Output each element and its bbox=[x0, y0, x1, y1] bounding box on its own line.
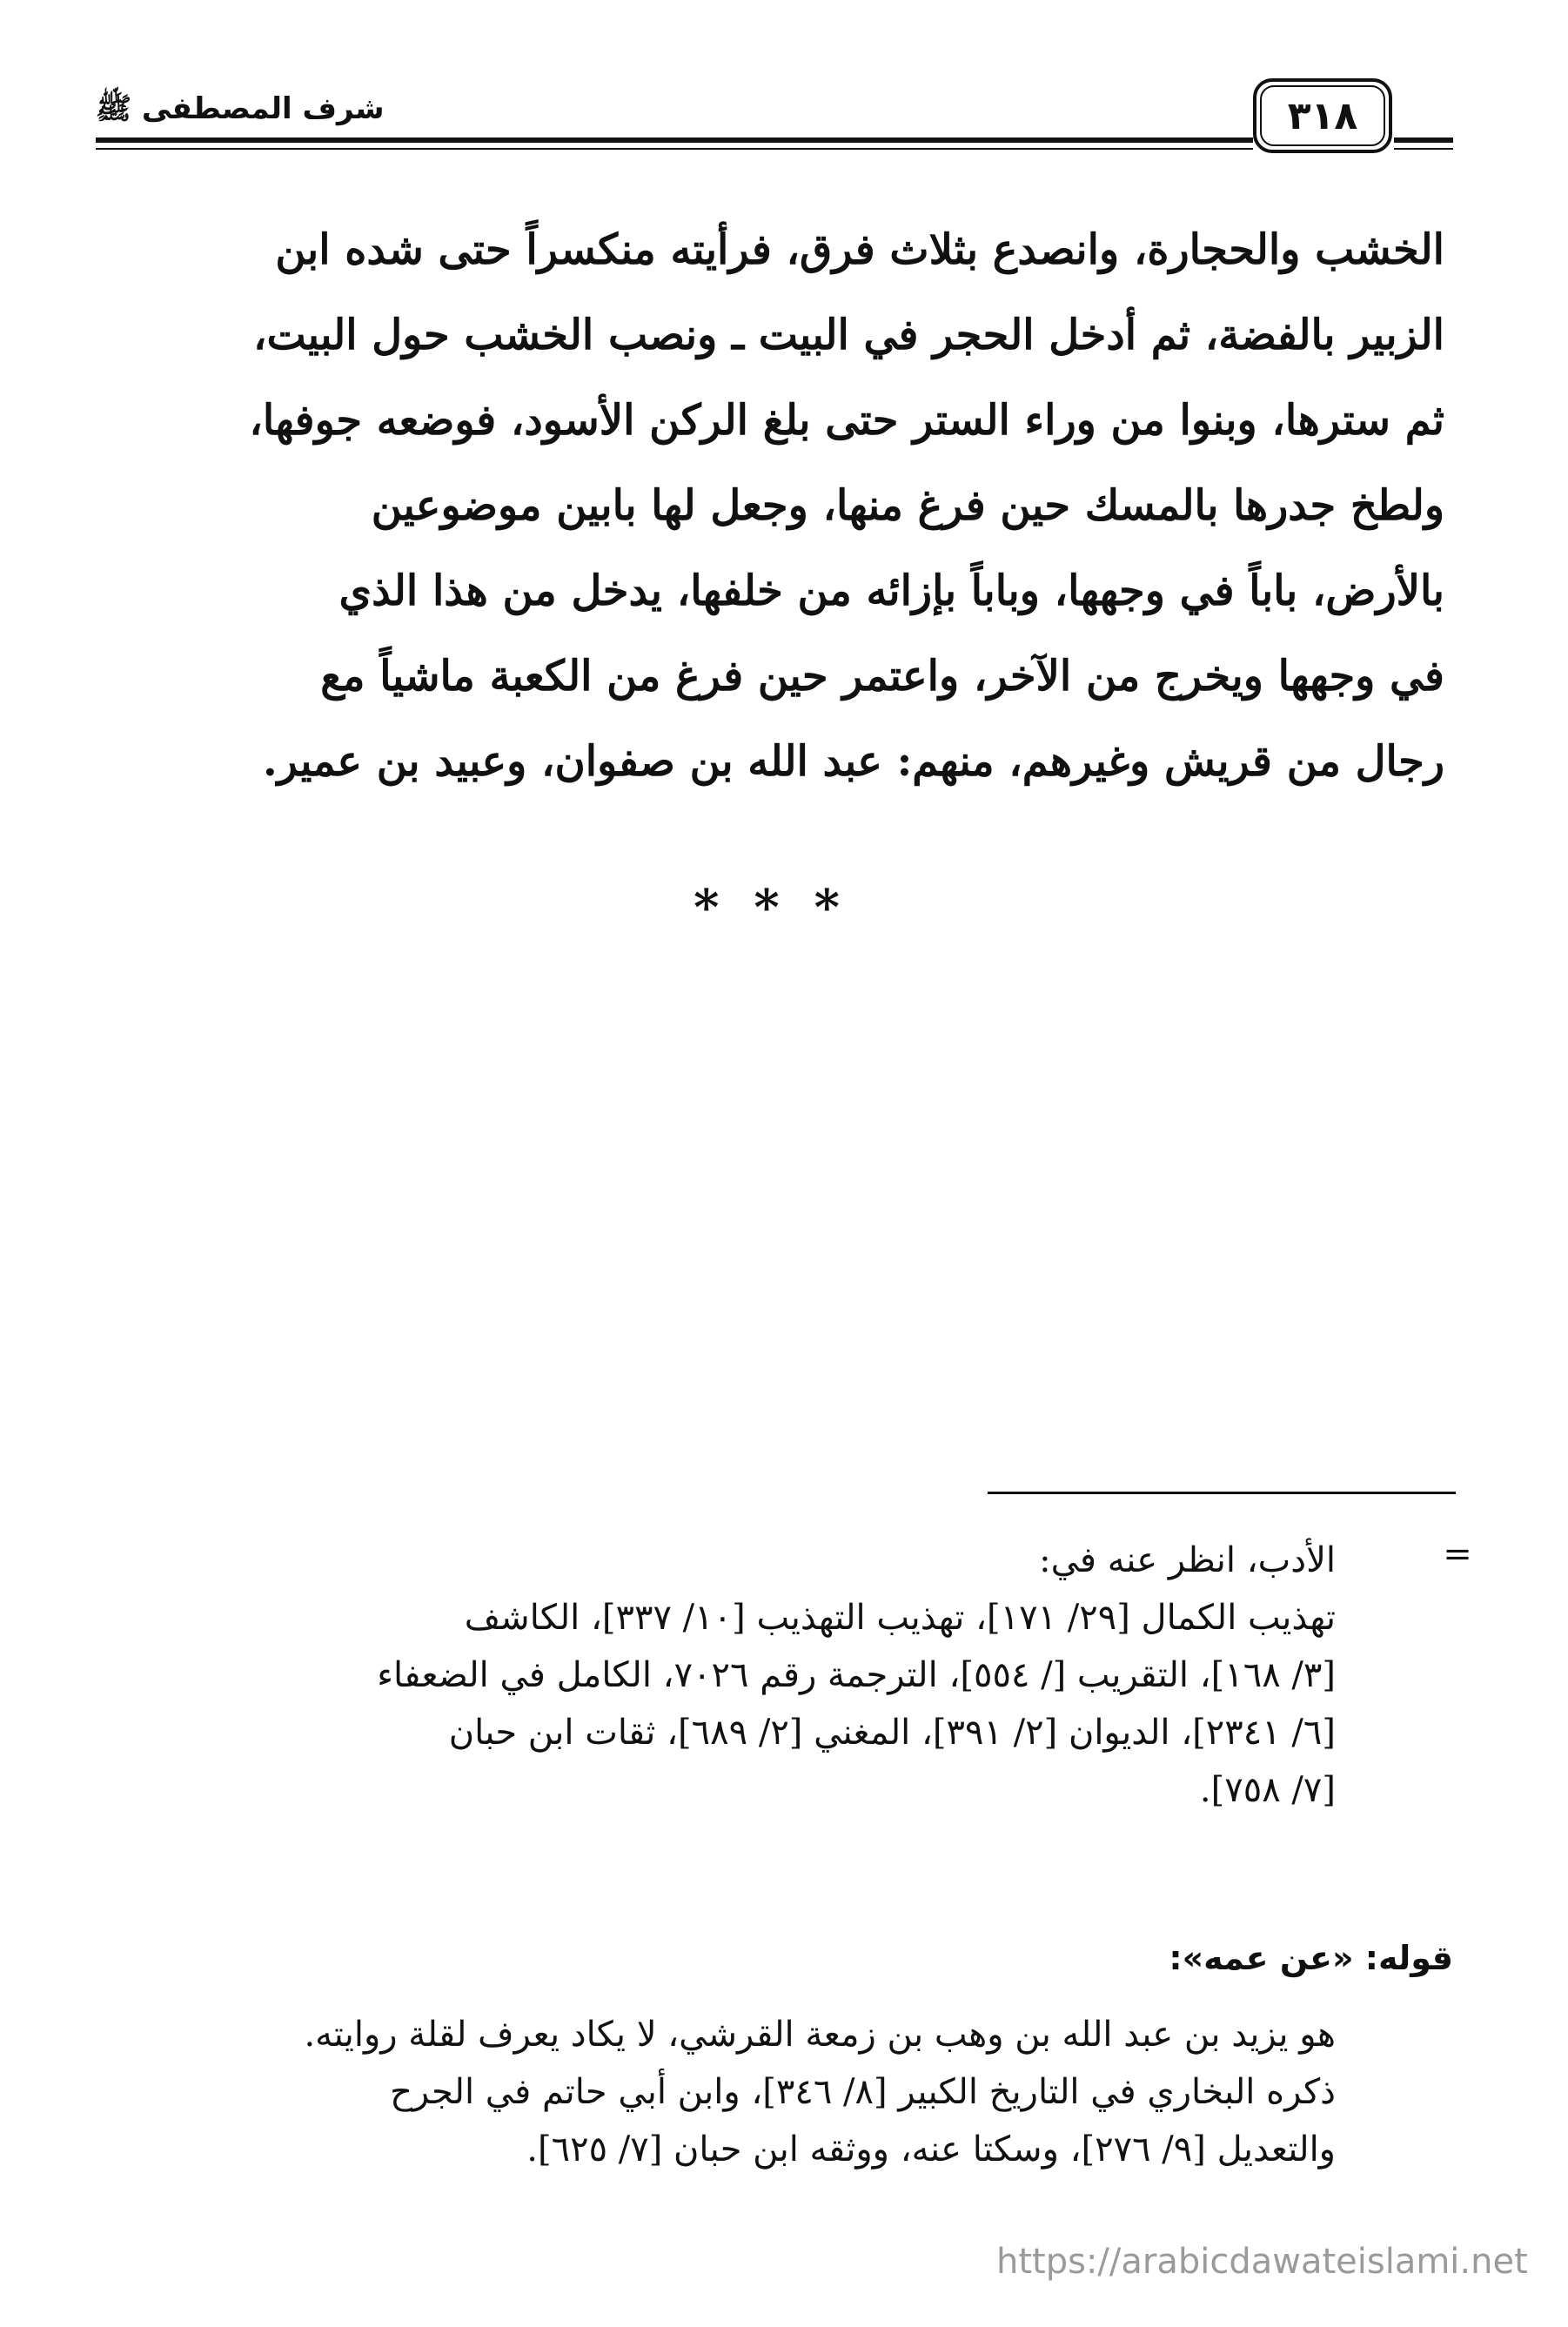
footnote-line: ذكره البخاري في التاريخ الكبير [٨/ ٣٤٦]، وابن أبي حاتم في الجرح bbox=[390, 2072, 1336, 2112]
footnote-block-1 bbox=[100, 1532, 1336, 1819]
main-line: الخشب والحجارة، وانصدع بثلاث فرق، فرأيته منكسراً حتى شده ابن bbox=[275, 225, 1444, 274]
header-rule-right bbox=[1394, 137, 1453, 143]
footnote-line: [٦/ ٢٣٤١]، الديوان [٢/ ٣٩١]، المغني [٢/ ٦٨٩]، ثقات ابن حبان bbox=[448, 1713, 1336, 1753]
page-number: ٣١٨ bbox=[1260, 85, 1385, 146]
main-line: رجال من قريش وغيرهم، منهم: عبد الله بن صفوان، وعبيد بن عمير. bbox=[262, 737, 1444, 786]
header-rule bbox=[96, 137, 1253, 143]
footnote-line: [٣/ ١٦٨]، التقريب [/ ٥٥٤]، الترجمة رقم ٧٠٢٦، الكامل في الضعفاء bbox=[377, 1655, 1336, 1695]
header-rule-right-thin bbox=[1394, 148, 1453, 150]
main-line: بالأرض، باباً في وجهها، وباباً بإزائه من خلفها، يدخل من هذا الذي bbox=[338, 567, 1444, 615]
footnote-line: هو يزيد بن عبد الله بن وهب بن زمعة القرشي، لا يكاد يعرف لقلة روايته. bbox=[304, 2015, 1336, 2055]
main-line: في وجهها ويخرج من الآخر، واعتمر حين فرغ من الكعبة ماشياً مع bbox=[320, 652, 1444, 701]
footnote-heading: قوله: «عن عمه»: bbox=[1169, 1939, 1453, 1977]
header-rule-thin bbox=[96, 148, 1253, 150]
page-header bbox=[96, 78, 1453, 157]
footnote-line: [٧/ ٧٥٨]. bbox=[1199, 1770, 1336, 1810]
running-title: شرف المصطفى ﷺ bbox=[96, 91, 385, 126]
main-line: ثم سترها، وبنوا من وراء الستر حتى بلغ الركن الأسود، فوضعه جوفها، bbox=[249, 396, 1444, 445]
footnote-line: الأدب، انظر عنه في: bbox=[1039, 1540, 1336, 1580]
footnote-rule bbox=[988, 1492, 1456, 1494]
section-separator: *** bbox=[694, 879, 874, 936]
footnote-continuation-mark: = bbox=[1443, 1534, 1472, 1574]
page-number-frame bbox=[1253, 78, 1392, 153]
footnote-line: والتعديل [٩/ ٢٧٦]، وسكتا عنه، ووثقه ابن حبان [٧/ ٦٢٥]. bbox=[526, 2129, 1336, 2169]
main-line: ولطخ جدرها بالمسك حين فرغ منها، وجعل لها بابين موضوعين bbox=[371, 481, 1444, 530]
watermark-url: https://arabicdawateislami.net bbox=[996, 2242, 1528, 2282]
footnote-block-2 bbox=[100, 2006, 1336, 2178]
footnote-line: تهذيب الكمال [٢٩/ ١٧١]، تهذيب التهذيب [١٠/ ٣٣٧]، الكاشف bbox=[464, 1598, 1336, 1638]
main-text bbox=[100, 207, 1444, 804]
main-line: الزبير بالفضة، ثم أدخل الحجر في البيت ـ ونصب الخشب حول البيت، bbox=[253, 311, 1444, 359]
